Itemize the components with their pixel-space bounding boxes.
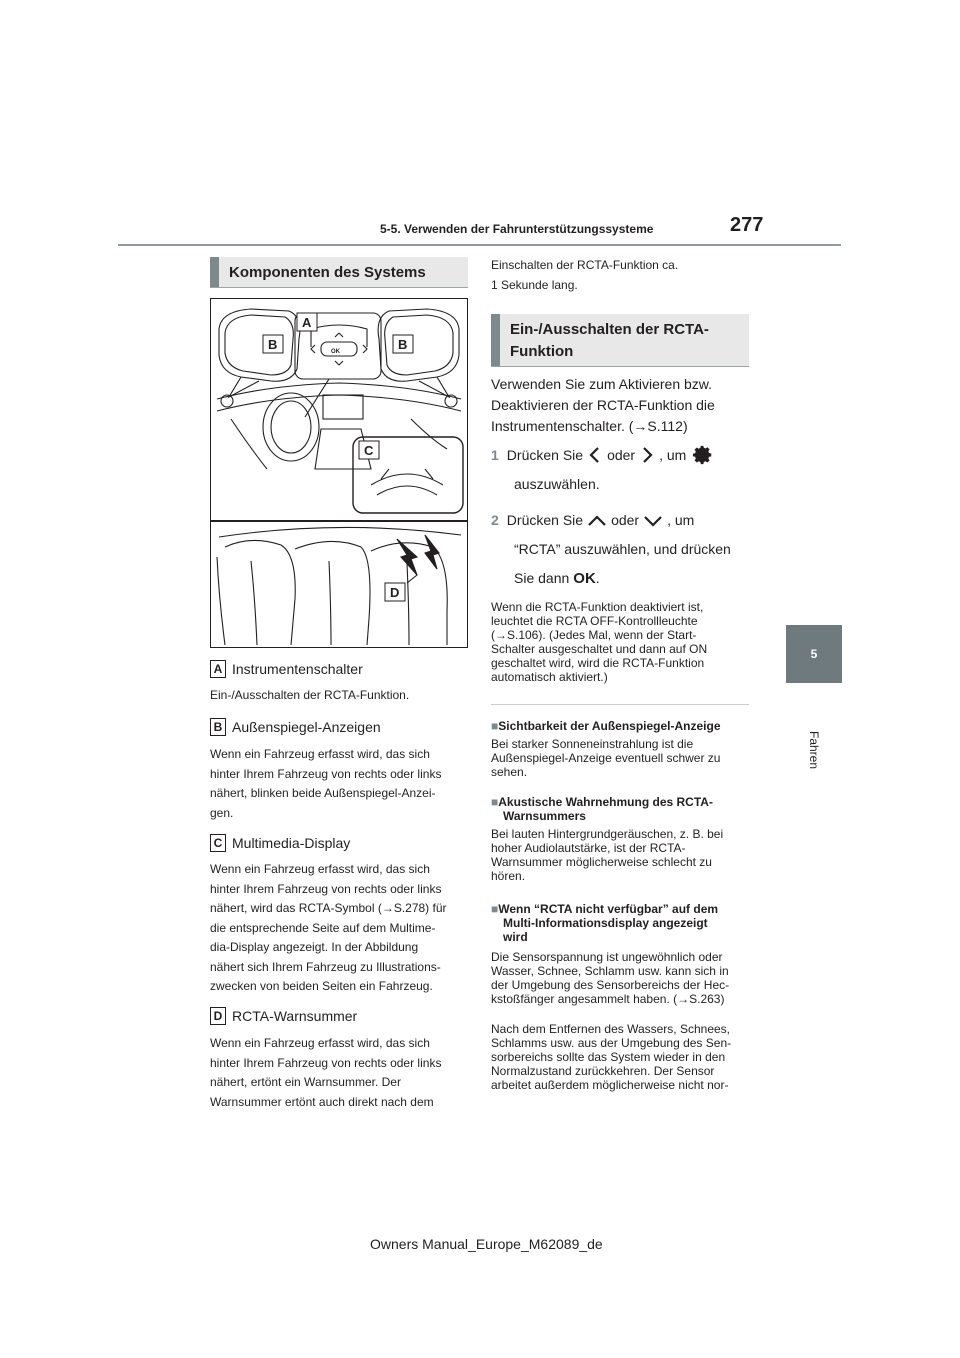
component-c-heading xyxy=(210,834,350,852)
component-c-text: Wenn ein Fahrzeug erfasst wird, das sich hinter Ihrem Fahrzeug von rechts oder links nähert, wird das RCTA-Symbol (→S.278) für die entsprechende Seite auf dem Multime- dia-Display angezeigt. In der Abbildung nähert sich Ihrem Fahrzeug zu Illustrations- zwecken von beiden Seiten ein Fahrzeug. xyxy=(210,862,447,993)
step-2-cont: “RCTA” auszuwählen, und drücken xyxy=(514,541,731,557)
rcta-off-note: Wenn die RCTA-Funktion deaktiviert ist, leuchtet die RCTA OFF-Kontrollleuchte (→S.106). (Jedes Mal, wenn der Start- Schalter ausgeschaltet und dann auf ON geschaltet wird, wird die RCTA-Funktion automatisch aktiviert.) xyxy=(491,600,708,684)
note-3-text-2: Nach dem Entfernen des Wassers, Schnees, Schlamms usw. aus der Umgebung des Sen- sorbereichs sollte das System wieder in den Normalzustand zurückkehren. Der Sensor arbeitet außerdem möglicherweise nicht nor- xyxy=(491,1022,732,1092)
illustration-key-c: C xyxy=(364,443,374,458)
component-key-a: A xyxy=(210,660,226,678)
toggle-intro: Verwenden Sie zum Aktivieren bzw. Deaktivieren der RCTA-Funktion die Instrumentenschalter. (→S.112) xyxy=(491,376,715,434)
step-2-number: 2 xyxy=(491,512,499,528)
component-b-text: Wenn ein Fahrzeug erfasst wird, das sich hinter Ihrem Fahrzeug von rechts oder links nähert, blinken beide Außenspiegel-Anzei- gen. xyxy=(210,747,442,820)
component-key-c: C xyxy=(210,834,226,852)
note-2-text: Bei lauten Hintergrundgeräuschen, z. B. bei hoher Audiolautstärke, ist der RCTA- Warnsummer möglicherweise schlecht zu hören. xyxy=(491,827,724,883)
car-interior-drawing xyxy=(211,299,467,647)
continued-text: Einschalten der RCTA-Funktion ca. 1 Sekunde lang. xyxy=(491,258,679,292)
chevron-right-icon xyxy=(635,445,659,465)
section-heading-rule-2 xyxy=(491,366,749,367)
component-d-title: RCTA-Warnsummer xyxy=(232,1008,358,1024)
chapter-tab-label: Fahren xyxy=(807,730,821,770)
component-key-b: B xyxy=(210,718,226,736)
step-2: 2 Drücken Sie oder , um xyxy=(491,510,694,531)
ok-button-symbol: OK xyxy=(573,570,596,587)
footer-manual-id: Owners Manual_Europe_M62089_de xyxy=(370,1236,603,1252)
gear-icon xyxy=(690,444,716,466)
component-a-heading xyxy=(210,660,363,678)
illustration-key-b-left: B xyxy=(268,337,278,352)
system-components-illustration xyxy=(210,298,468,648)
component-b-title: Außenspiegel-Anzeigen xyxy=(232,719,381,735)
illustration-key-d: D xyxy=(390,585,400,600)
note-3-heading: ■Wenn “RCTA nicht verfügbar” auf dem Multi-Informationsdisplay angezeigt wird xyxy=(491,902,719,944)
step-1: 1 Drücken Sie oder , um xyxy=(491,444,716,466)
section-heading-components: Komponenten des Systems xyxy=(210,257,468,287)
notes-separator xyxy=(491,704,749,705)
chevron-down-icon xyxy=(639,511,667,531)
note-1-text: Bei starker Sonneneinstrahlung ist die Außenspiegel-Anzeige eventuell schwer zu sehen. xyxy=(491,737,721,779)
chevron-up-icon xyxy=(583,511,611,531)
chapter-tab: 5 xyxy=(786,625,842,683)
component-key-d: D xyxy=(210,1007,226,1025)
step-2-cont-2: Sie dann OK . xyxy=(514,570,600,587)
component-d-text: Wenn ein Fahrzeug erfasst wird, das sich hinter Ihrem Fahrzeug von rechts oder links nähert, ertönt ein Warnsummer. Der Warnsummer ertönt auch direkt nach dem xyxy=(210,1036,442,1109)
running-header-section: 5-5. Verwenden der Fahrunterstützungssysteme xyxy=(380,222,654,236)
chevron-left-icon xyxy=(583,445,607,465)
step-1-cont: auszuwählen. xyxy=(514,476,600,492)
note-2-heading: ■Akustische Wahrnehmung des RCTA- Warnsummers xyxy=(491,795,713,823)
component-a-text: Ein-/Ausschalten der RCTA-Funktion. xyxy=(210,688,410,702)
note-3-text: Die Sensorspannung ist ungewöhnlich oder Wasser, Schnee, Schlamm usw. kann sich in der Umgebung des Sensorbereichs der Hec- kstoßfänger angesammelt haben. (→S.263) xyxy=(491,950,730,1006)
section-heading-rcta-toggle: Ein-/Ausschalten der RCTA- Funktion xyxy=(491,314,749,366)
component-d-heading xyxy=(210,1007,357,1025)
component-b-heading xyxy=(210,718,381,736)
component-a-title: Instrumentenschalter xyxy=(232,661,363,677)
illustration-key-b-right: B xyxy=(398,337,408,352)
illustration-key-a: A xyxy=(302,315,312,330)
header-rule xyxy=(118,244,841,246)
component-c-title: Multimedia-Display xyxy=(232,835,351,851)
section-heading-rule xyxy=(210,287,468,288)
step-1-number: 1 xyxy=(491,446,499,463)
page-number: 277 xyxy=(730,214,764,236)
note-1-heading: ■Sichtbarkeit der Außenspiegel-Anzeige xyxy=(491,719,721,733)
illustration-ok-label: OK xyxy=(331,349,340,355)
